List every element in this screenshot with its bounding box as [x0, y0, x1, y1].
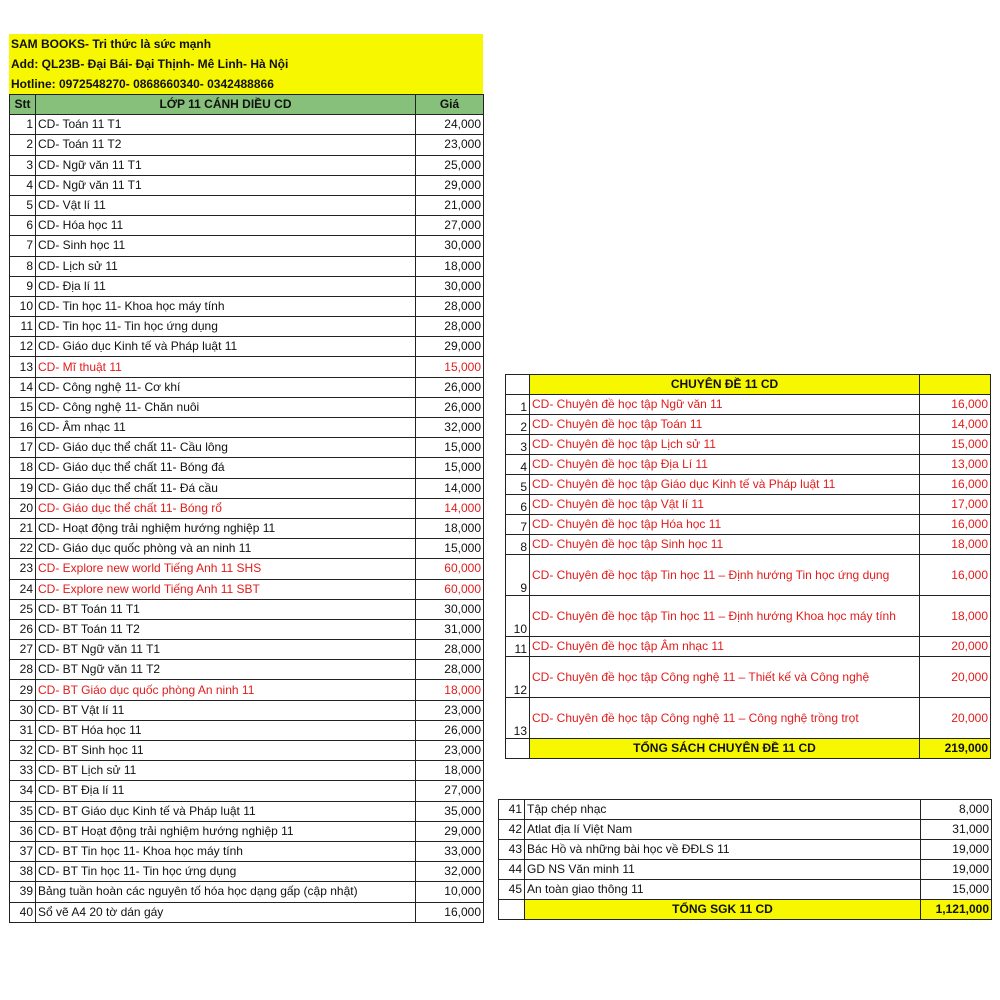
row-number: 16	[10, 418, 36, 438]
table-row	[499, 880, 992, 900]
book-title: CD- Giáo dục quốc phòng và an ninh 11	[36, 539, 416, 559]
table-row	[10, 579, 484, 599]
table-row	[10, 559, 484, 579]
row-number: 40	[10, 902, 36, 922]
book-price: 18,000	[416, 518, 484, 538]
table-row	[10, 276, 484, 296]
table-row	[506, 395, 991, 415]
table-row	[10, 761, 484, 781]
row-number: 41	[499, 800, 525, 820]
row-number: 34	[10, 781, 36, 801]
table-row	[10, 155, 484, 175]
table-row	[10, 337, 484, 357]
book-price: 21,000	[416, 195, 484, 215]
row-number: 30	[10, 700, 36, 720]
row-number: 6	[10, 216, 36, 236]
book-title: CD- Toán 11 T1	[36, 115, 416, 135]
row-number: 12	[506, 657, 530, 698]
book-price: 15,000	[416, 458, 484, 478]
table-row	[506, 475, 991, 495]
book-title: CD- Chuyên đề học tập Giáo dục Kinh tế và Pháp luật 11	[530, 475, 920, 495]
book-title: CD- Giáo dục thể chất 11- Đá cầu	[36, 478, 416, 498]
table-row	[10, 660, 484, 680]
table-row	[506, 555, 991, 596]
table-row	[506, 657, 991, 698]
main-table-header	[10, 95, 484, 115]
table-row	[10, 801, 484, 821]
book-price: 60,000	[416, 559, 484, 579]
table-row	[10, 821, 484, 841]
table-row	[10, 195, 484, 215]
row-number: 11	[10, 317, 36, 337]
table-row	[10, 599, 484, 619]
row-number: 17	[10, 438, 36, 458]
chuyen-de-table	[505, 374, 991, 759]
book-price: 18,000	[416, 761, 484, 781]
book-price: 14,000	[416, 478, 484, 498]
chuyen-de-total-row	[506, 739, 991, 759]
table-row	[10, 720, 484, 740]
table-row	[10, 458, 484, 478]
table-row	[499, 840, 992, 860]
table-row	[10, 438, 484, 458]
sgk-total-row	[499, 900, 992, 920]
book-title: CD- Hoạt động trải nghiệm hướng nghiệp 11	[36, 518, 416, 538]
book-price: 25,000	[416, 155, 484, 175]
row-number: 22	[10, 539, 36, 559]
row-number: 25	[10, 599, 36, 619]
row-number: 32	[10, 741, 36, 761]
book-title: Bác Hồ và những bài học về ĐĐLS 11	[525, 840, 921, 860]
table-row	[499, 800, 992, 820]
table-row	[10, 236, 484, 256]
book-title: CD- Ngữ văn 11 T1	[36, 175, 416, 195]
book-price: 32,000	[416, 418, 484, 438]
row-number: 2	[10, 135, 36, 155]
row-number: 43	[499, 840, 525, 860]
book-title: CD- BT Ngữ văn 11 T2	[36, 660, 416, 680]
row-number: 31	[10, 720, 36, 740]
row-number: 38	[10, 862, 36, 882]
book-title: CD- BT Vật lí 11	[36, 700, 416, 720]
book-price: 32,000	[416, 862, 484, 882]
row-number: 9	[506, 555, 530, 596]
book-price: 29,000	[416, 337, 484, 357]
book-title: CD- Chuyên đề học tập Sinh học 11	[530, 535, 920, 555]
row-number: 13	[506, 698, 530, 739]
table-row	[10, 680, 484, 700]
book-price: 28,000	[416, 660, 484, 680]
book-price: 27,000	[416, 781, 484, 801]
chuyen-de-header-price	[920, 375, 991, 395]
row-number: 39	[10, 882, 36, 902]
book-price: 30,000	[416, 276, 484, 296]
book-title: GD NS Văn minh 11	[525, 860, 921, 880]
book-title: CD- Explore new world Tiếng Anh 11 SBT	[36, 579, 416, 599]
book-price: 18,000	[416, 256, 484, 276]
table-row	[506, 535, 991, 555]
book-price: 14,000	[920, 415, 991, 435]
table-row	[10, 539, 484, 559]
row-number: 44	[499, 860, 525, 880]
book-price: 29,000	[416, 821, 484, 841]
row-number: 7	[10, 236, 36, 256]
book-title: CD- BT Hóa học 11	[36, 720, 416, 740]
book-price: 10,000	[416, 882, 484, 902]
row-number: 12	[10, 337, 36, 357]
book-price: 16,000	[920, 515, 991, 535]
row-number: 4	[506, 455, 530, 475]
book-title: CD- Chuyên đề học tập Địa Lí 11	[530, 455, 920, 475]
book-price: 17,000	[920, 495, 991, 515]
row-number: 1	[506, 395, 530, 415]
row-number: 9	[10, 276, 36, 296]
book-title: Tập chép nhạc	[525, 800, 921, 820]
book-price: 23,000	[416, 135, 484, 155]
total-value: 219,000	[920, 739, 991, 759]
book-price: 16,000	[920, 475, 991, 495]
book-price: 16,000	[920, 395, 991, 415]
book-price: 15,000	[416, 438, 484, 458]
book-title: CD- Địa lí 11	[36, 276, 416, 296]
book-title: CD- Chuyên đề học tập Hóa học 11	[530, 515, 920, 535]
book-price: 31,000	[416, 619, 484, 639]
row-number: 11	[506, 637, 530, 657]
book-title: CD- BT Tin học 11- Khoa học máy tính	[36, 841, 416, 861]
book-price: 15,000	[921, 880, 992, 900]
book-title: CD- BT Toán 11 T1	[36, 599, 416, 619]
row-number: 23	[10, 559, 36, 579]
book-price: 16,000	[920, 555, 991, 596]
row-number: 14	[10, 377, 36, 397]
book-title: CD- Toán 11 T2	[36, 135, 416, 155]
table-row	[10, 216, 484, 236]
book-title: CD- Giáo dục thể chất 11- Cầu lông	[36, 438, 416, 458]
book-title: CD- Chuyên đề học tập Vật lí 11	[530, 495, 920, 515]
table-row	[506, 596, 991, 637]
row-number: 3	[10, 155, 36, 175]
row-number: 28	[10, 660, 36, 680]
book-price: 16,000	[416, 902, 484, 922]
chuyen-de-header-blank	[506, 375, 530, 395]
book-title: CD- Chuyên đề học tập Công nghệ 11 – Thiết kế và Công nghệ	[530, 657, 920, 698]
table-row	[10, 478, 484, 498]
row-number: 37	[10, 841, 36, 861]
book-title: CD- Explore new world Tiếng Anh 11 SHS	[36, 559, 416, 579]
store-name: SAM BOOKS- Tri thức là sức mạnh	[11, 37, 212, 51]
book-title: CD- Chuyên đề học tập Toán 11	[530, 415, 920, 435]
book-price: 19,000	[921, 860, 992, 880]
col-title-header: LỚP 11 CÁNH DIỀU CD	[36, 95, 416, 115]
table-row	[10, 518, 484, 538]
row-number: 26	[10, 619, 36, 639]
book-title: CD- Giáo dục thể chất 11- Bóng rổ	[36, 498, 416, 518]
book-title: CD- Vật lí 11	[36, 195, 416, 215]
total-blank	[506, 739, 530, 759]
total-label: TỔNG SGK 11 CD	[525, 900, 921, 920]
book-price: 27,000	[416, 216, 484, 236]
book-title: CD- BT Địa lí 11	[36, 781, 416, 801]
col-stt-header: Stt	[10, 95, 36, 115]
table-row	[499, 860, 992, 880]
table-row	[10, 418, 484, 438]
book-price: 33,000	[416, 841, 484, 861]
store-address: Add: QL23B- Đại Bái- Đại Thịnh- Mê Linh- Hà Nội	[11, 57, 289, 71]
row-number: 10	[506, 596, 530, 637]
book-title: CD- Chuyên đề học tập Tin học 11 – Định hướng Khoa học máy tính	[530, 596, 920, 637]
book-price: 28,000	[416, 317, 484, 337]
book-price: 28,000	[416, 296, 484, 316]
book-title: CD- Chuyên đề học tập Công nghệ 11 – Công nghệ trồng trọt	[530, 698, 920, 739]
book-price: 26,000	[416, 720, 484, 740]
table-row	[506, 637, 991, 657]
table-row	[499, 820, 992, 840]
row-number: 1	[10, 115, 36, 135]
book-price: 23,000	[416, 741, 484, 761]
book-title: CD- Chuyên đề học tập Ngữ văn 11	[530, 395, 920, 415]
total-blank	[499, 900, 525, 920]
book-title: CD- BT Tin học 11- Tin học ứng dụng	[36, 862, 416, 882]
book-title: CD- Hóa học 11	[36, 216, 416, 236]
book-price: 35,000	[416, 801, 484, 821]
table-row	[10, 741, 484, 761]
table-row	[506, 455, 991, 475]
book-price: 26,000	[416, 397, 484, 417]
row-number: 13	[10, 357, 36, 377]
book-title: CD- BT Giáo dục Kinh tế và Pháp luật 11	[36, 801, 416, 821]
table-row	[10, 700, 484, 720]
row-number: 29	[10, 680, 36, 700]
table-row	[10, 115, 484, 135]
book-price: 20,000	[920, 698, 991, 739]
book-price: 14,000	[416, 498, 484, 518]
table-row	[10, 781, 484, 801]
table-row	[10, 640, 484, 660]
book-title: CD- Chuyên đề học tập Tin học 11 – Định hướng Tin học ứng dụng	[530, 555, 920, 596]
book-price: 20,000	[920, 657, 991, 698]
row-number: 10	[10, 296, 36, 316]
table-row	[10, 296, 484, 316]
store-hotline: Hotline: 0972548270- 0868660340- 0342488866	[11, 77, 274, 91]
row-number: 18	[10, 458, 36, 478]
book-title: CD- Tin học 11- Khoa học máy tính	[36, 296, 416, 316]
row-number: 20	[10, 498, 36, 518]
row-number: 5	[506, 475, 530, 495]
row-number: 7	[506, 515, 530, 535]
book-price: 13,000	[920, 455, 991, 475]
book-price: 29,000	[416, 175, 484, 195]
book-title: CD- Âm nhạc 11	[36, 418, 416, 438]
book-price: 23,000	[416, 700, 484, 720]
table-row	[506, 415, 991, 435]
book-price: 18,000	[416, 680, 484, 700]
row-number: 5	[10, 195, 36, 215]
row-number: 6	[506, 495, 530, 515]
book-price: 15,000	[416, 539, 484, 559]
book-title: Bảng tuần hoàn các nguyên tố hóa học dạng gấp (cập nhật)	[36, 882, 416, 902]
table-row	[506, 698, 991, 739]
book-price: 30,000	[416, 599, 484, 619]
row-number: 15	[10, 397, 36, 417]
book-price: 31,000	[921, 820, 992, 840]
book-title: CD- BT Hoạt động trải nghiệm hướng nghiệp 11	[36, 821, 416, 841]
row-number: 8	[506, 535, 530, 555]
total-label: TỔNG SÁCH CHUYÊN ĐỀ 11 CD	[530, 739, 920, 759]
book-price: 30,000	[416, 236, 484, 256]
row-number: 36	[10, 821, 36, 841]
table-row	[10, 498, 484, 518]
row-number: 45	[499, 880, 525, 900]
col-price-header: Giá	[416, 95, 484, 115]
book-title: CD- BT Toán 11 T2	[36, 619, 416, 639]
table-row	[10, 377, 484, 397]
table-row	[10, 619, 484, 639]
book-title: CD- Công nghệ 11- Chăn nuôi	[36, 397, 416, 417]
row-number: 35	[10, 801, 36, 821]
book-title: CD- Sinh học 11	[36, 236, 416, 256]
book-price: 26,000	[416, 377, 484, 397]
chuyen-de-title: CHUYÊN ĐỀ 11 CD	[530, 375, 920, 395]
book-price: 24,000	[416, 115, 484, 135]
total-value: 1,121,000	[921, 900, 992, 920]
book-title: CD- Ngữ văn 11 T1	[36, 155, 416, 175]
book-price: 18,000	[920, 535, 991, 555]
book-price: 28,000	[416, 640, 484, 660]
row-number: 33	[10, 761, 36, 781]
table-row	[10, 902, 484, 922]
row-number: 24	[10, 579, 36, 599]
book-title: CD- Chuyên đề học tập Âm nhạc 11	[530, 637, 920, 657]
row-number: 4	[10, 175, 36, 195]
row-number: 42	[499, 820, 525, 840]
row-number: 19	[10, 478, 36, 498]
book-title: CD- Tin học 11- Tin học ứng dụng	[36, 317, 416, 337]
book-title: CD- Lịch sử 11	[36, 256, 416, 276]
table-row	[506, 515, 991, 535]
book-title: CD- Giáo dục thể chất 11- Bóng đá	[36, 458, 416, 478]
table-row	[10, 135, 484, 155]
other-items-table	[498, 799, 992, 920]
table-row	[10, 862, 484, 882]
table-row	[10, 397, 484, 417]
table-row	[10, 357, 484, 377]
row-number: 3	[506, 435, 530, 455]
book-price: 20,000	[920, 637, 991, 657]
book-price: 15,000	[920, 435, 991, 455]
table-row	[10, 256, 484, 276]
row-number: 21	[10, 518, 36, 538]
book-title: CD- BT Giáo dục quốc phòng An ninh 11	[36, 680, 416, 700]
row-number: 2	[506, 415, 530, 435]
book-title: Atlat địa lí Việt Nam	[525, 820, 921, 840]
table-row	[506, 435, 991, 455]
chuyen-de-header	[506, 375, 991, 395]
store-header	[9, 34, 483, 94]
table-row	[10, 317, 484, 337]
book-title: An toàn giao thông 11	[525, 880, 921, 900]
book-price: 8,000	[921, 800, 992, 820]
book-price: 18,000	[920, 596, 991, 637]
book-title: CD- Chuyên đề học tập Lịch sử 11	[530, 435, 920, 455]
row-number: 27	[10, 640, 36, 660]
table-row	[10, 882, 484, 902]
table-row	[10, 841, 484, 861]
table-row	[506, 495, 991, 515]
book-title: CD- Mĩ thuật 11	[36, 357, 416, 377]
book-price: 15,000	[416, 357, 484, 377]
book-title: CD- Giáo dục Kinh tế và Pháp luật 11	[36, 337, 416, 357]
book-title: CD- BT Lịch sử 11	[36, 761, 416, 781]
book-price: 60,000	[416, 579, 484, 599]
table-row	[10, 175, 484, 195]
book-price: 19,000	[921, 840, 992, 860]
book-title: CD- Công nghệ 11- Cơ khí	[36, 377, 416, 397]
book-title: Sổ vẽ A4 20 tờ dán gáy	[36, 902, 416, 922]
row-number: 8	[10, 256, 36, 276]
book-title: CD- BT Sinh học 11	[36, 741, 416, 761]
book-title: CD- BT Ngữ văn 11 T1	[36, 640, 416, 660]
main-book-table	[9, 94, 484, 923]
